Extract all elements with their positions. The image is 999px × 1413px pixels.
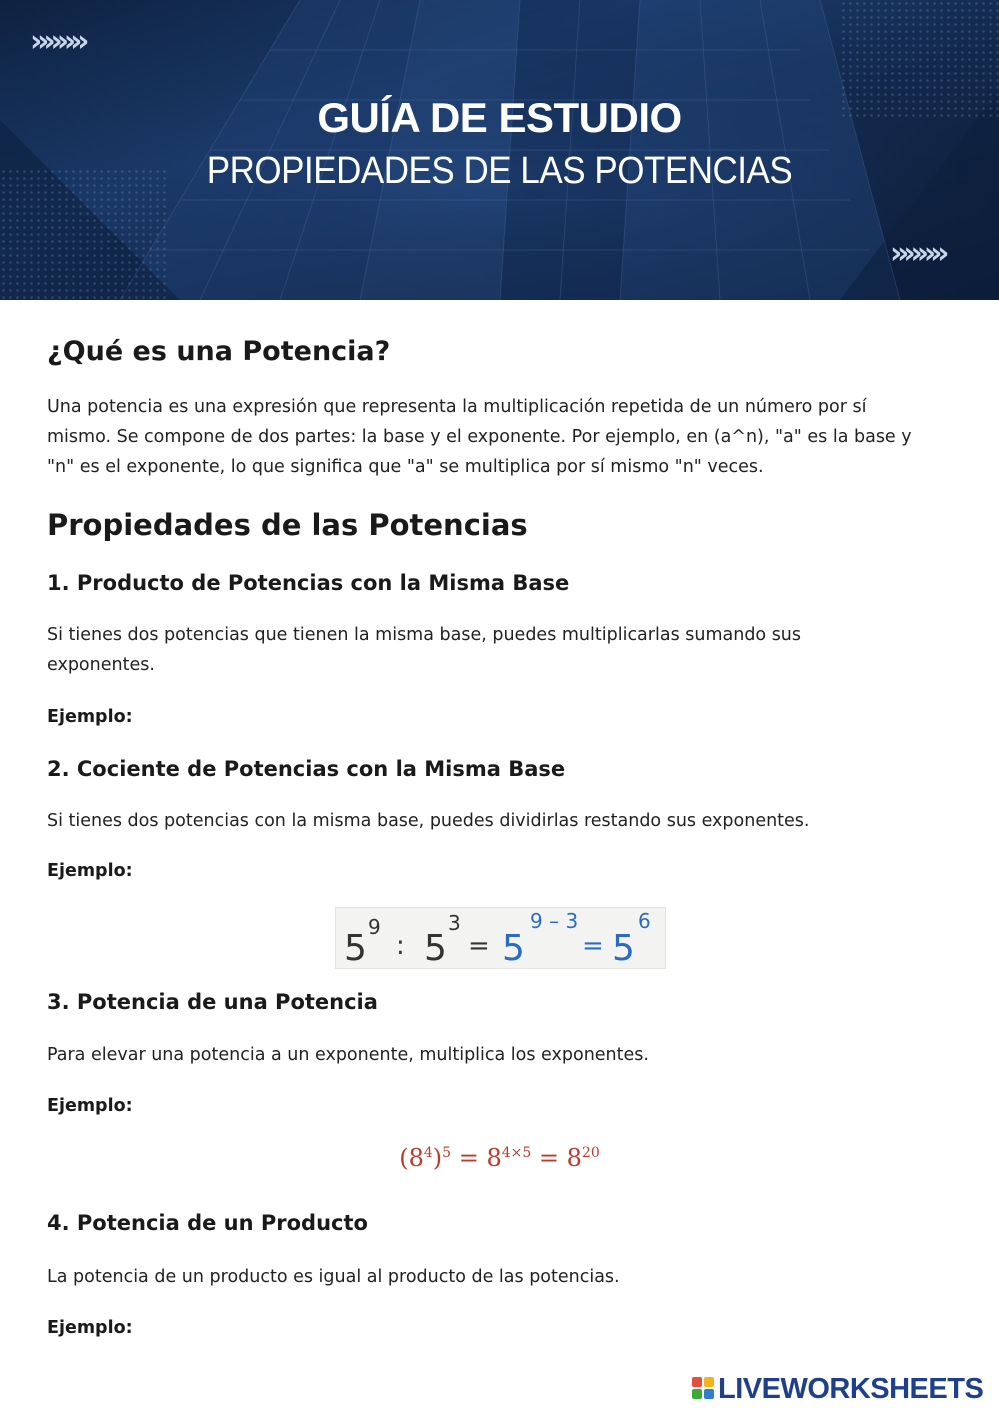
formula-eq-1: = 8 <box>451 1144 502 1172</box>
hw-exp-1: 9 <box>368 915 381 939</box>
chevrons-bottom-right: »»»» <box>890 236 944 271</box>
property-4-example-label: Ejemplo: <box>47 1318 133 1338</box>
hw-base-2: 5 <box>424 928 447 968</box>
formula-eq-2: = 8 <box>531 1144 582 1172</box>
intro-section <box>47 330 967 482</box>
hw-eq-2: = <box>582 931 604 961</box>
header-banner <box>0 0 999 300</box>
logo-mark-icon <box>692 1377 714 1399</box>
property-2-text: Si tienes dos potencias con la misma base, puedes dividirlas restando sus exponentes. <box>47 811 810 831</box>
intro-heading: ¿Qué es una Potencia? <box>47 336 391 367</box>
hw-eq-1: = <box>468 931 490 961</box>
handwritten-formula <box>336 908 665 968</box>
property-4-title: 4. Potencia de un Producto <box>47 1211 368 1235</box>
hw-op: : <box>396 931 405 961</box>
power-of-power-formula <box>0 1144 999 1172</box>
hw-base-3: 5 <box>502 928 525 968</box>
quotient-example-image <box>335 907 666 969</box>
hw-base-4: 5 <box>612 928 635 968</box>
formula-open: (8 <box>399 1144 424 1172</box>
hw-exp-3: 9 – 3 <box>530 909 579 933</box>
property-3-text: Para elevar una potencia a un exponente, multiplica los exponentes. <box>47 1045 649 1065</box>
chevrons-top-left: »»»» <box>30 24 84 59</box>
property-2-example-label: Ejemplo: <box>47 861 133 881</box>
property-3-title: 3. Potencia de una Potencia <box>47 990 378 1014</box>
property-2-title: 2. Cociente de Potencias con la Misma Base <box>47 757 566 781</box>
formula-mid-exp: 4×5 <box>501 1145 532 1161</box>
property-1-text: Si tienes dos potencias que tienen la misma base, puedes multiplicarlas sumando sus <box>47 625 802 645</box>
formula-final-exp: 20 <box>581 1145 600 1161</box>
formula-outer-exp: 5 <box>442 1145 452 1161</box>
hw-base-1: 5 <box>344 928 367 968</box>
property-1-title: 1. Producto de Potencias con la Misma Base <box>47 571 570 595</box>
page-title: GUÍA DE ESTUDIO <box>317 94 682 141</box>
hw-exp-4: 6 <box>638 909 651 933</box>
intro-paragraph-line: Una potencia es una expresión que representa la multiplicación repetida de un número por sí <box>47 397 867 417</box>
hw-exp-2: 3 <box>448 911 461 935</box>
property-3-example-label: Ejemplo: <box>47 1096 133 1116</box>
formula-inner-exp: 4 <box>423 1145 433 1161</box>
property-1-text: exponentes. <box>47 655 155 675</box>
property-1-example-label: Ejemplo: <box>47 707 133 727</box>
intro-paragraph-line: mismo. Se compone de dos partes: la base y el exponente. Por ejemplo, en (a^n), "a" es la base y <box>47 427 912 447</box>
formula-close: ) <box>432 1144 443 1172</box>
intro-paragraph-line: "n" es el exponente, lo que significa que "a" se multiplica por sí mismo "n" veces. <box>47 457 764 477</box>
page-subtitle: PROPIEDADES DE LAS POTENCIAS <box>206 150 793 192</box>
logo-text: LIVEWORKSHEETS <box>718 1373 984 1405</box>
properties-heading: Propiedades de las Potencias <box>47 508 528 542</box>
property-4-text: La potencia de un producto es igual al producto de las potencias. <box>47 1267 620 1287</box>
